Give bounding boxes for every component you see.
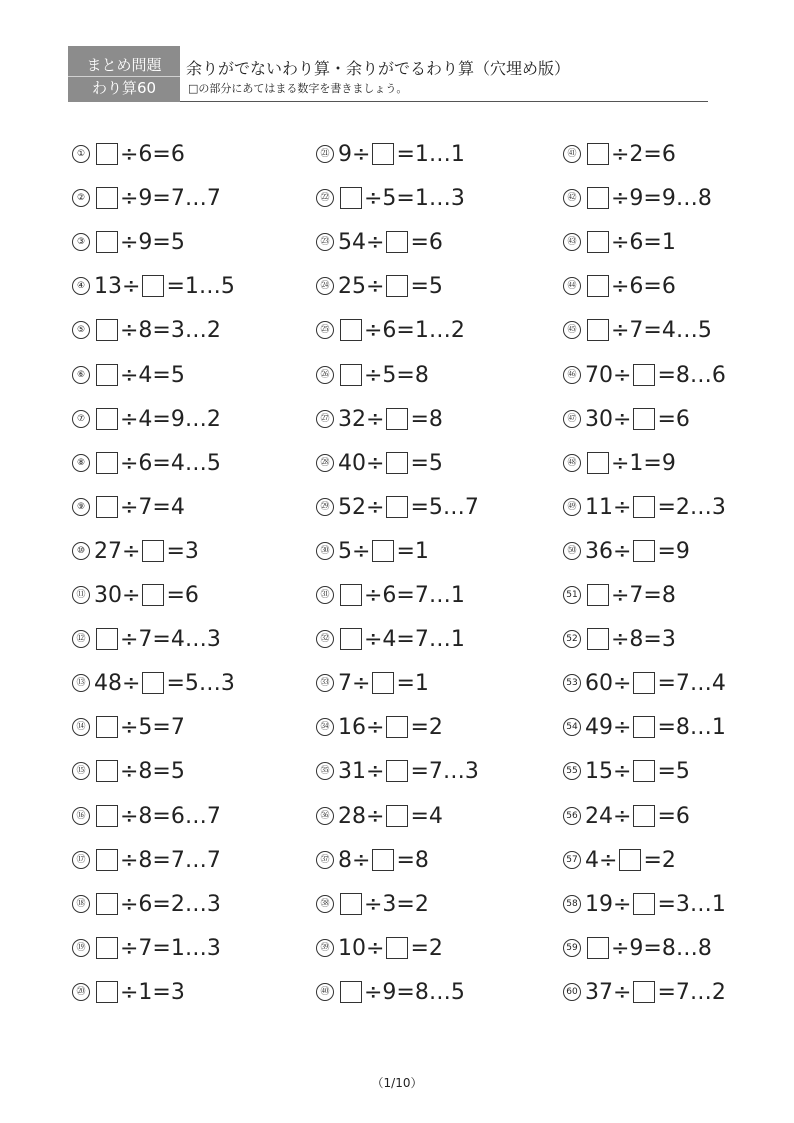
problem-number: 56 <box>563 807 581 825</box>
answer-box[interactable] <box>633 893 655 915</box>
problem-number: ⑧ <box>72 454 90 472</box>
problem-item <box>563 492 726 522</box>
problem-number: ㊾ <box>563 498 581 516</box>
problem-right-term: =8…6 <box>657 362 726 388</box>
problem-right-term: ÷2=6 <box>611 141 676 167</box>
answer-box[interactable] <box>386 275 408 297</box>
answer-box[interactable] <box>386 452 408 474</box>
problem-left-term: 52÷ <box>338 494 385 520</box>
problem-item <box>563 580 676 610</box>
answer-box[interactable] <box>633 981 655 1003</box>
problem-item <box>316 315 465 345</box>
problem-right-term: =1 <box>396 538 429 564</box>
problem-number: ㊷ <box>563 189 581 207</box>
answer-box[interactable] <box>372 143 394 165</box>
answer-box[interactable] <box>96 319 118 341</box>
answer-box[interactable] <box>340 893 362 915</box>
problem-left-term: 5÷ <box>338 538 371 564</box>
badge-label: まとめ問題 <box>86 56 162 74</box>
problem-right-term: ÷4=7…1 <box>364 626 465 652</box>
problem-right-term: ÷6=4…5 <box>120 450 221 476</box>
problem-number: ㊻ <box>563 366 581 384</box>
problem-right-term: ÷4=9…2 <box>120 406 221 432</box>
problem-item <box>316 845 429 875</box>
problem-number: ㊴ <box>316 939 334 957</box>
problem-number: ⑨ <box>72 498 90 516</box>
problem-right-term: ÷6=1…2 <box>364 317 465 343</box>
problem-item <box>316 492 479 522</box>
problem-number: ㊸ <box>563 233 581 251</box>
problem-left-term: 4÷ <box>585 847 618 873</box>
problem-right-term: =7…2 <box>657 979 726 1005</box>
problem-number: ㉟ <box>316 762 334 780</box>
answer-box[interactable] <box>587 231 609 253</box>
answer-box[interactable] <box>386 231 408 253</box>
problem-item <box>72 756 185 786</box>
problem-number: ① <box>72 145 90 163</box>
problem-right-term: =6 <box>657 406 690 432</box>
problem-left-term: 54÷ <box>338 229 385 255</box>
problem-right-term: =5 <box>410 450 443 476</box>
answer-box[interactable] <box>340 187 362 209</box>
problem-item <box>72 845 221 875</box>
problem-right-term: =5 <box>657 758 690 784</box>
answer-box[interactable] <box>96 143 118 165</box>
answer-box[interactable] <box>96 187 118 209</box>
answer-box[interactable] <box>372 849 394 871</box>
problem-right-term: ÷8=3…2 <box>120 317 221 343</box>
problem-right-term: ÷8=5 <box>120 758 185 784</box>
problem-number: ⑲ <box>72 939 90 957</box>
answer-box[interactable] <box>619 849 641 871</box>
problem-right-term: ÷9=5 <box>120 229 185 255</box>
answer-box[interactable] <box>96 760 118 782</box>
problem-right-term: =5…7 <box>410 494 479 520</box>
problem-number: ㉜ <box>316 630 334 648</box>
problem-number: ⑩ <box>72 542 90 560</box>
problem-right-term: =3…1 <box>657 891 726 917</box>
problem-right-term: =6 <box>410 229 443 255</box>
problem-item <box>563 933 712 963</box>
problem-right-term: ÷7=4 <box>120 494 185 520</box>
problem-right-term: ÷7=4…3 <box>120 626 221 652</box>
answer-box[interactable] <box>587 319 609 341</box>
problem-item <box>72 536 199 566</box>
problem-item <box>316 183 465 213</box>
answer-box[interactable] <box>587 452 609 474</box>
problem-number: ㉔ <box>316 277 334 295</box>
problem-right-term: =1…5 <box>166 273 235 299</box>
problem-number: ⑰ <box>72 851 90 869</box>
answer-box[interactable] <box>633 672 655 694</box>
problem-item <box>563 712 726 742</box>
problem-right-term: ÷1=3 <box>120 979 185 1005</box>
problem-number: 59 <box>563 939 581 957</box>
problem-number: 51 <box>563 586 581 604</box>
problem-item <box>72 183 221 213</box>
answer-box[interactable] <box>142 584 164 606</box>
problem-number: ㊿ <box>563 542 581 560</box>
problem-item <box>72 801 221 831</box>
problem-item <box>72 271 235 301</box>
problem-item <box>72 139 185 169</box>
answer-box[interactable] <box>96 716 118 738</box>
problem-item <box>72 404 221 434</box>
problem-item <box>316 624 465 654</box>
problem-item <box>563 977 726 1007</box>
problem-left-term: 36÷ <box>585 538 632 564</box>
problem-item <box>316 756 479 786</box>
answer-box[interactable] <box>633 760 655 782</box>
problem-right-term: ÷6=7…1 <box>364 582 465 608</box>
problem-right-term: =2 <box>410 935 443 961</box>
problem-left-term: 8÷ <box>338 847 371 873</box>
answer-box[interactable] <box>340 981 362 1003</box>
answer-box[interactable] <box>587 275 609 297</box>
problem-right-term: ÷8=6…7 <box>120 803 221 829</box>
header-badge <box>68 46 180 102</box>
problem-left-term: 11÷ <box>585 494 632 520</box>
problem-left-term: 49÷ <box>585 714 632 740</box>
problem-number: ㉞ <box>316 718 334 736</box>
problem-right-term: ÷4=5 <box>120 362 185 388</box>
problem-item <box>72 668 235 698</box>
problem-left-term: 30÷ <box>585 406 632 432</box>
problem-number: 53 <box>563 674 581 692</box>
problem-number: ⑪ <box>72 586 90 604</box>
problem-left-term: 40÷ <box>338 450 385 476</box>
problem-right-term: =8 <box>396 847 429 873</box>
problem-item <box>563 139 676 169</box>
problem-number: ⑥ <box>72 366 90 384</box>
problem-left-term: 70÷ <box>585 362 632 388</box>
header-rule <box>180 101 708 102</box>
answer-box[interactable] <box>372 540 394 562</box>
problem-number: ㉕ <box>316 321 334 339</box>
problem-item <box>563 624 676 654</box>
problem-item <box>563 756 690 786</box>
problem-right-term: ÷9=8…5 <box>364 979 465 1005</box>
problem-item <box>563 889 726 919</box>
problem-number: ㊱ <box>316 807 334 825</box>
answer-box[interactable] <box>386 805 408 827</box>
problem-item <box>563 315 712 345</box>
problem-right-term: ÷5=7 <box>120 714 185 740</box>
problem-item <box>316 580 465 610</box>
problem-left-term: 19÷ <box>585 891 632 917</box>
problem-item <box>563 845 676 875</box>
problem-item <box>563 668 726 698</box>
answer-box[interactable] <box>96 496 118 518</box>
problem-item <box>316 801 443 831</box>
problem-left-term: 13÷ <box>94 273 141 299</box>
answer-box[interactable] <box>340 319 362 341</box>
answer-box[interactable] <box>96 364 118 386</box>
problem-number: 52 <box>563 630 581 648</box>
problem-item <box>72 580 199 610</box>
problem-right-term: ÷6=1 <box>611 229 676 255</box>
problem-number: ㊳ <box>316 895 334 913</box>
answer-box[interactable] <box>587 628 609 650</box>
answer-box[interactable] <box>96 893 118 915</box>
problem-item <box>316 404 443 434</box>
problem-number: ㊺ <box>563 321 581 339</box>
problem-right-term: ÷5=1…3 <box>364 185 465 211</box>
problem-number: ㉗ <box>316 410 334 428</box>
problem-number: ⑮ <box>72 762 90 780</box>
problem-right-term: =2 <box>643 847 676 873</box>
problem-right-term: =7…3 <box>410 758 479 784</box>
problem-left-term: 7÷ <box>338 670 371 696</box>
problem-right-term: ÷8=7…7 <box>120 847 221 873</box>
problem-item <box>72 360 185 390</box>
problem-number: ㉝ <box>316 674 334 692</box>
problem-number: ㊲ <box>316 851 334 869</box>
answer-box[interactable] <box>633 364 655 386</box>
problem-item <box>563 448 676 478</box>
problem-item <box>72 227 185 257</box>
answer-box[interactable] <box>372 672 394 694</box>
problem-right-term: =5 <box>410 273 443 299</box>
answer-box[interactable] <box>96 849 118 871</box>
problem-number: ② <box>72 189 90 207</box>
problem-item <box>316 933 443 963</box>
problem-number: ⑳ <box>72 983 90 1001</box>
problem-right-term: =8 <box>410 406 443 432</box>
problem-number: ㉛ <box>316 586 334 604</box>
problem-item <box>316 227 443 257</box>
answer-box[interactable] <box>386 408 408 430</box>
problem-left-term: 24÷ <box>585 803 632 829</box>
problem-item <box>563 360 726 390</box>
problem-right-term: ÷3=2 <box>364 891 429 917</box>
answer-box[interactable] <box>633 496 655 518</box>
problem-number: ㊶ <box>563 145 581 163</box>
problem-number: ⑱ <box>72 895 90 913</box>
problem-right-term: =6 <box>657 803 690 829</box>
problem-right-term: =2…3 <box>657 494 726 520</box>
problem-number: ㊽ <box>563 454 581 472</box>
worksheet-instructions: □の部分にあてはまる数字を書きましょう。 <box>188 82 408 95</box>
problem-right-term: =7…4 <box>657 670 726 696</box>
problem-right-term: ÷6=6 <box>120 141 185 167</box>
problem-right-term: =2 <box>410 714 443 740</box>
answer-box[interactable] <box>96 805 118 827</box>
problem-left-term: 28÷ <box>338 803 385 829</box>
problem-item <box>316 448 443 478</box>
answer-box[interactable] <box>96 231 118 253</box>
answer-box[interactable] <box>142 672 164 694</box>
problem-item <box>72 624 221 654</box>
problem-item <box>72 712 185 742</box>
problem-item <box>563 404 690 434</box>
problem-number: ㉚ <box>316 542 334 560</box>
problem-number: 60 <box>563 983 581 1001</box>
problem-left-term: 25÷ <box>338 273 385 299</box>
answer-box[interactable] <box>633 408 655 430</box>
answer-box[interactable] <box>633 805 655 827</box>
problem-item <box>316 360 429 390</box>
problem-right-term: =3 <box>166 538 199 564</box>
problem-right-term: ÷9=7…7 <box>120 185 221 211</box>
problem-right-term: ÷1=9 <box>611 450 676 476</box>
problem-item <box>72 492 185 522</box>
answer-box[interactable] <box>587 937 609 959</box>
problem-item <box>72 448 221 478</box>
problem-right-term: ÷8=3 <box>611 626 676 652</box>
problem-right-term: ÷7=1…3 <box>120 935 221 961</box>
problem-right-term: =4 <box>410 803 443 829</box>
problem-number: ⑦ <box>72 410 90 428</box>
answer-box[interactable] <box>340 364 362 386</box>
problem-item <box>316 668 429 698</box>
problem-left-term: 27÷ <box>94 538 141 564</box>
problem-item <box>316 139 465 169</box>
problem-right-term: =1…1 <box>396 141 465 167</box>
problem-item <box>316 536 429 566</box>
answer-box[interactable] <box>386 496 408 518</box>
problem-number: ⑯ <box>72 807 90 825</box>
problem-number: 54 <box>563 718 581 736</box>
answer-box[interactable] <box>96 937 118 959</box>
problem-number: ㊵ <box>316 983 334 1001</box>
problem-number: 55 <box>563 762 581 780</box>
answer-box[interactable] <box>386 716 408 738</box>
problem-item <box>563 227 676 257</box>
problem-left-term: 10÷ <box>338 935 385 961</box>
answer-box[interactable] <box>386 937 408 959</box>
problem-number: ⑤ <box>72 321 90 339</box>
problem-item <box>316 271 443 301</box>
problem-right-term: ÷9=9…8 <box>611 185 712 211</box>
problem-number: 58 <box>563 895 581 913</box>
problem-item <box>563 183 712 213</box>
answer-box[interactable] <box>587 584 609 606</box>
problem-right-term: =9 <box>657 538 690 564</box>
problem-item <box>563 801 690 831</box>
problem-left-term: 60÷ <box>585 670 632 696</box>
answer-box[interactable] <box>142 540 164 562</box>
problem-item <box>563 271 676 301</box>
problem-right-term: ÷6=2…3 <box>120 891 221 917</box>
answer-box[interactable] <box>96 628 118 650</box>
problem-number: ㉓ <box>316 233 334 251</box>
answer-box[interactable] <box>142 275 164 297</box>
problem-right-term: =6 <box>166 582 199 608</box>
problem-number: ⑭ <box>72 718 90 736</box>
badge-sublabel: わり算60 <box>91 79 157 97</box>
answer-box[interactable] <box>340 628 362 650</box>
problem-right-term: =5…3 <box>166 670 235 696</box>
problem-left-term: 48÷ <box>94 670 141 696</box>
problem-number: ㉒ <box>316 189 334 207</box>
problem-number: ㊼ <box>563 410 581 428</box>
problem-item <box>72 315 221 345</box>
problem-number: ⑫ <box>72 630 90 648</box>
problem-left-term: 30÷ <box>94 582 141 608</box>
answer-box[interactable] <box>96 981 118 1003</box>
problem-right-term: ÷7=4…5 <box>611 317 712 343</box>
answer-box[interactable] <box>386 760 408 782</box>
problem-number: ㉘ <box>316 454 334 472</box>
problem-item <box>316 712 443 742</box>
problem-number: ⑬ <box>72 674 90 692</box>
problem-left-term: 32÷ <box>338 406 385 432</box>
problem-number: ④ <box>72 277 90 295</box>
problem-left-term: 16÷ <box>338 714 385 740</box>
problem-left-term: 37÷ <box>585 979 632 1005</box>
problem-right-term: =8…1 <box>657 714 726 740</box>
answer-box[interactable] <box>633 540 655 562</box>
problem-right-term: =1 <box>396 670 429 696</box>
problem-item <box>72 933 221 963</box>
answer-box[interactable] <box>96 408 118 430</box>
page-number: （1/10） <box>371 1076 423 1090</box>
problem-item <box>316 889 429 919</box>
answer-box[interactable] <box>587 143 609 165</box>
problem-number: 57 <box>563 851 581 869</box>
problem-right-term: ÷9=8…8 <box>611 935 712 961</box>
problem-right-term: ÷7=8 <box>611 582 676 608</box>
problem-right-term: ÷6=6 <box>611 273 676 299</box>
problem-item <box>72 977 185 1007</box>
worksheet-title: 余りがでないわり算・余りがでるわり算（穴埋め版） <box>186 59 571 78</box>
problem-number: ③ <box>72 233 90 251</box>
problem-left-term: 15÷ <box>585 758 632 784</box>
answer-box[interactable] <box>340 584 362 606</box>
problem-item <box>72 889 221 919</box>
problem-number: ㉙ <box>316 498 334 516</box>
problem-right-term: ÷5=8 <box>364 362 429 388</box>
problem-left-term: 9÷ <box>338 141 371 167</box>
answer-box[interactable] <box>633 716 655 738</box>
problem-number: ㉑ <box>316 145 334 163</box>
badge-divider <box>68 76 180 77</box>
problem-item <box>316 977 465 1007</box>
answer-box[interactable] <box>96 452 118 474</box>
problem-number: ㉖ <box>316 366 334 384</box>
problem-left-term: 31÷ <box>338 758 385 784</box>
problem-number: ㊹ <box>563 277 581 295</box>
answer-box[interactable] <box>587 187 609 209</box>
problem-item <box>563 536 690 566</box>
